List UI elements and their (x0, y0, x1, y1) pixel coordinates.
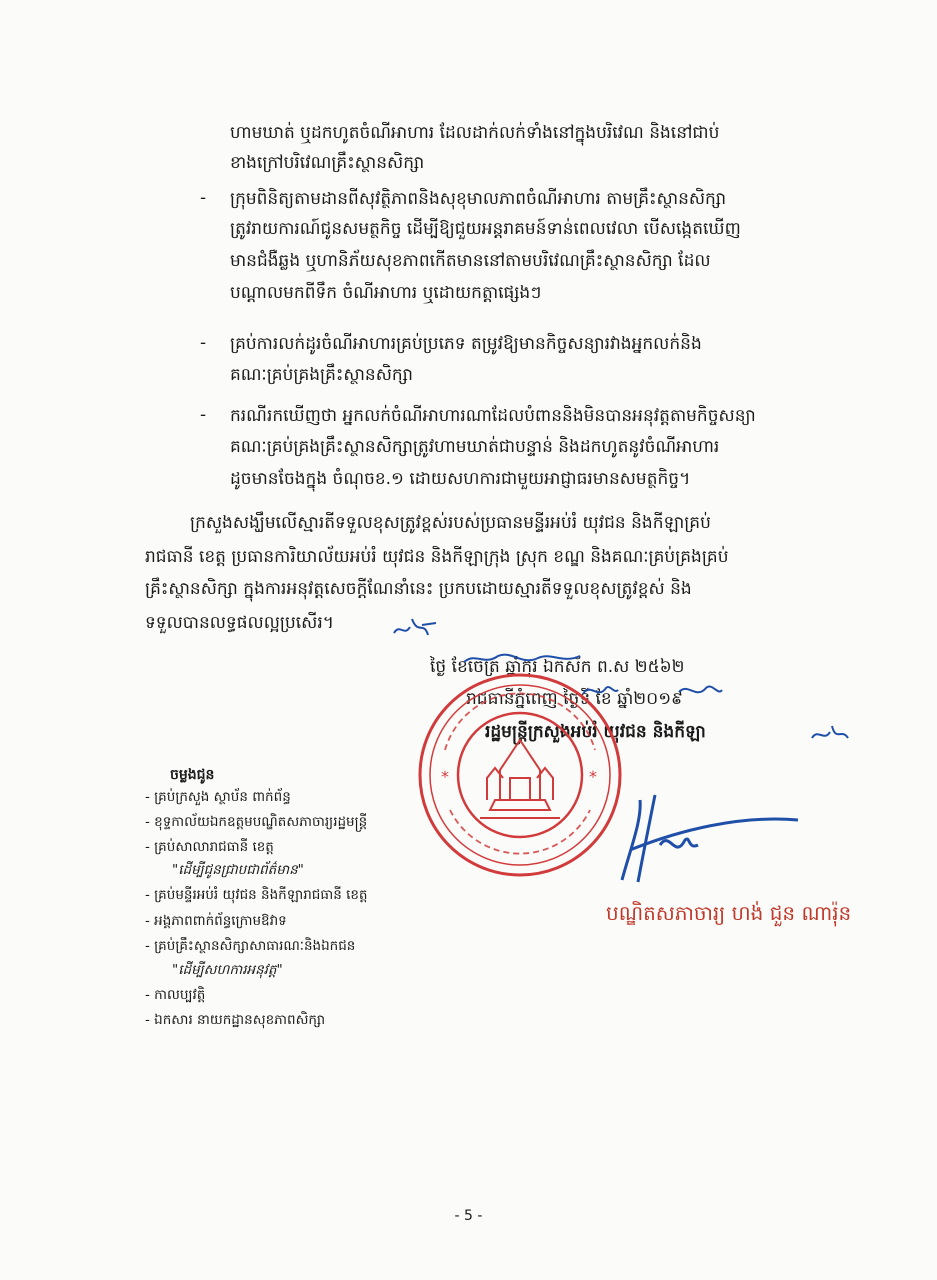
bullet-line: គ្រប់ការលក់ដូរចំណីអាហារគ្រប់ប្រភេទ តម្រូវឱ្យមានកិច្ចសន្យារវាងអ្នកលក់និង (230, 334, 702, 354)
bullet-dash: - (200, 405, 207, 425)
signature-icon (600, 790, 800, 890)
closing-line: គ្រឹះស្ថានសិក្សា ក្នុងការអនុវត្តសេចក្តីណែនាំនេះ ប្រកបដោយស្មារតីទទួលខុសត្រូវខ្ពស់ និង (145, 579, 692, 599)
bullet-line: មានជំងឺឆ្លង ឬហានិភ័យសុខភាពកើតមាននៅតាមបរិវេណគ្រឹះស្ថានសិក្សា ដែល (230, 251, 711, 271)
recipient-item: - អង្គភាពពាក់ព័ន្ធក្រោមឱវាទ (145, 913, 287, 929)
closing-line: ក្រសួងសង្ឃឹមលើស្មារតីទទួលខុសត្រូវខ្ពស់របស់ប្រធានមន្ទីរអប់រំ យុវជន និងកីឡាគ្រប់ (190, 513, 711, 533)
bullet-dash: - (200, 333, 207, 353)
recipient-item: - គ្រប់គ្រឹះស្ថានសិក្សាសាធារណៈនិងឯកជន (145, 938, 356, 954)
closing-line: រាជធានី ខេត្ត ប្រធានការិយាល័យអប់រំ យុវជន និងកីឡាក្រុង ស្រុក ខណ្ឌ និងគណៈគ្រប់គ្រងគ្រប់ (145, 547, 729, 567)
svg-text:*: * (589, 767, 597, 786)
solar-date: រាជធានីភ្នំពេញ ថ្ងៃទី ខែ ឆ្នាំ២០១៩ (466, 689, 684, 709)
recipient-item: - គ្រប់មន្ទីរអប់រំ យុវជន និងកីឡារាជធានី ខេត្ត (145, 887, 368, 903)
handwritten-month-mark (676, 680, 724, 702)
recipient-note: "ដើម្បីសហការអនុវត្ត" (172, 962, 283, 978)
recipient-item: - ឯកសារ នាយកដ្ឋានសុខភាពសិក្សា (145, 1012, 326, 1028)
body-line: ខាងក្រៅបរិវេណគ្រឹះស្ថានសិក្សា (230, 153, 425, 173)
recipient-item: - គ្រប់ក្រសួង ស្ថាប័ន ពាក់ព័ន្ធ (145, 789, 291, 805)
handwritten-initial-mark (392, 615, 438, 641)
page-number: - 5 - (454, 1208, 483, 1224)
recipient-note: "ដើម្បីជូនជ្រាបជាព័ត៌មាន" (172, 862, 304, 878)
handwritten-initial-mark (810, 722, 850, 746)
bullet-line: ករណីរកឃើញថា អ្នកលក់ចំណីអាហារណាដែលបំពាននិងមិនបានអនុវត្តតាមកិច្ចសន្យា (230, 406, 756, 426)
bullet-line: ក្រុមពិនិត្យតាមដានពីសុវត្ថិភាពនិងសុខុមាលភាពចំណីអាហារ តាមគ្រឹះស្ថានសិក្សា (230, 189, 727, 209)
body-line: ហាមឃាត់ ឬដកហូតចំណីអាហារ ដែលដាក់លក់ទាំងនៅក្នុងបរិវេណ និងនៅជាប់ (230, 123, 720, 143)
bullet-line: គណៈគ្រប់គ្រងគ្រឹះស្ថានសិក្សាត្រូវហាមឃាត់ជាបន្ទាន់ និងដកហូតនូវចំណីអាហារ (230, 437, 720, 457)
recipient-item: - ខុទ្ទកាល័យឯកឧត្តមបណ្ឌិតសភាចារ្យរដ្ឋមន្ត្រី (145, 814, 368, 830)
bullet-line: បណ្តាលមកពីទឹក ចំណីអាហារ ឬដោយកត្តាផ្សេងៗ (230, 283, 542, 303)
recipient-item: - កាលប្បវត្តិ (145, 987, 206, 1003)
closing-line: ទទួលបានលទ្ធផលល្អប្រសើរ។ (145, 613, 334, 633)
minister-title: រដ្ឋមន្ត្រីក្រសួងអប់រំ យុវជន និងកីឡា (485, 722, 706, 742)
svg-text:*: * (441, 767, 449, 786)
recipients-heading: ចម្លងជូន (170, 767, 215, 783)
signatory-name: បណ្ឌិតសភាចារ្យ ហង់ ជួន ណារ៉ុន (606, 901, 852, 925)
bullet-dash: - (200, 188, 207, 208)
lunar-date: ថ្ងៃ ខែចេត្រ ឆ្នាំកុរ ឯកស័ក ព.ស ២៥៦២ (430, 657, 685, 677)
bullet-line: គណៈគ្រប់គ្រងគ្រឹះស្ថានសិក្សា (230, 365, 413, 385)
bullet-line: ត្រូវរាយការណ៍ជូនសមត្ថកិច្ច ដើម្បីឱ្យជួយអន្តរាគមន៍ទាន់ពេលវេលា បើសង្កេតឃើញ (230, 219, 741, 239)
recipient-item: - គ្រប់សាលារាជធានី ខេត្ត (145, 839, 274, 855)
bullet-line: ដូចមានចែងក្នុង ចំណុចខ.១ ដោយសហការជាមួយអាជ្ញាធរមានសមត្ថកិច្ច។ (230, 469, 691, 489)
